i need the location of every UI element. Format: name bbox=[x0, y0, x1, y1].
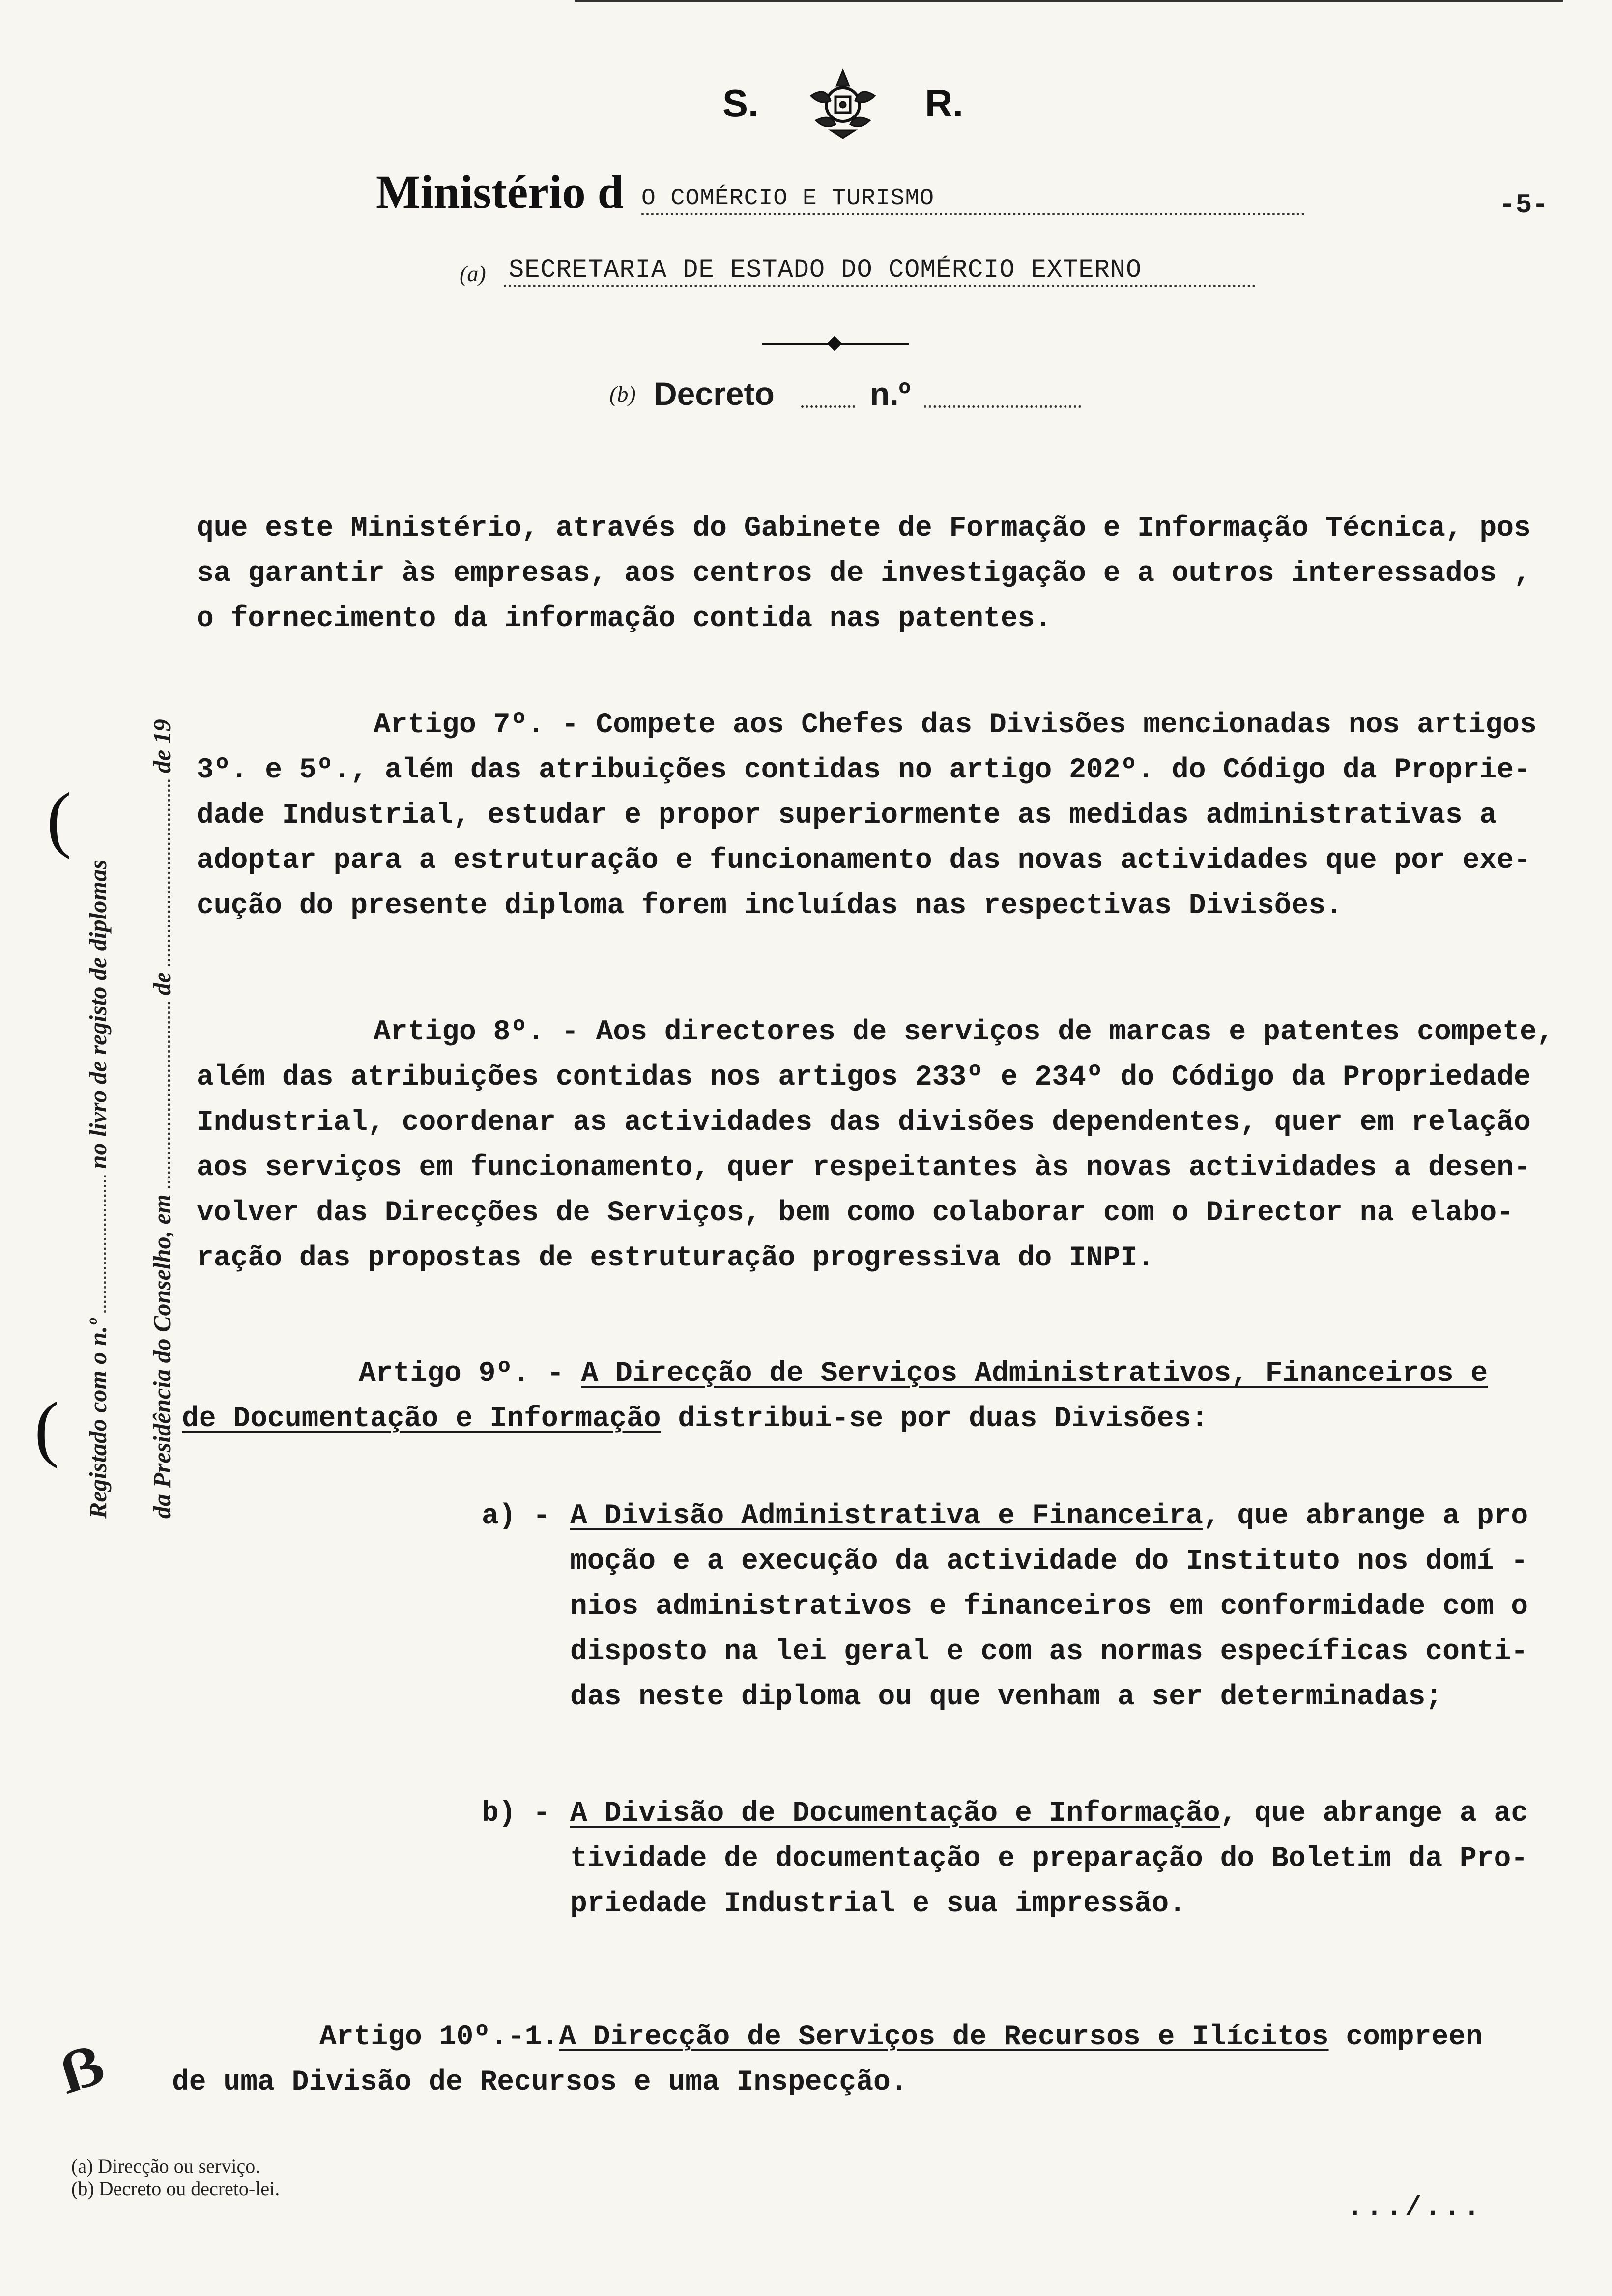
margin-registado-text bbox=[84, 541, 118, 1519]
text-line: além das atribuições contidas nos artigos 233º e 234º do Código da Propriedade bbox=[197, 1062, 1531, 1093]
text-line: 3º. e 5º., além das atribuições contidas no artigo 202º. do Código da Proprie- bbox=[197, 754, 1531, 786]
text-line: das neste diploma ou que venham a ser determinadas; bbox=[570, 1681, 1443, 1713]
text-line bbox=[182, 1397, 1597, 1442]
text-line: cução do presente diploma forem incluídas nas respectivas Divisões. bbox=[197, 890, 1343, 922]
text-line: de uma Divisão de Recursos e uma Inspecção. bbox=[172, 2066, 908, 2098]
footnote-b: (b) Decreto ou decreto-lei. bbox=[71, 2178, 280, 2200]
ministry-line bbox=[376, 165, 1310, 224]
page-number: -5- bbox=[1499, 189, 1549, 221]
presidencia-mid: de bbox=[148, 972, 175, 996]
ornament-divider bbox=[762, 337, 909, 351]
margin-column-registado bbox=[84, 541, 118, 1519]
text-line: nios administrativos e financeiros em conformidade com o bbox=[570, 1591, 1528, 1623]
presidencia-blank-2 bbox=[168, 779, 170, 966]
numero-label: n.º bbox=[870, 375, 911, 412]
item-b-paragraph bbox=[570, 1791, 1607, 1927]
decreto-blank bbox=[801, 405, 855, 408]
item-a-paragraph bbox=[570, 1494, 1607, 1720]
item-a-subject: A Divisão Administrativa e Financeira bbox=[570, 1500, 1203, 1532]
decreto-label: Decreto bbox=[654, 375, 775, 412]
artigo-9-paragraph bbox=[182, 1351, 1597, 1442]
text-line: o fornecimento da informação contida nas patentes. bbox=[197, 603, 1052, 635]
item-b-first-rest: , que abrange a ac bbox=[1220, 1798, 1528, 1830]
item-a-label: a) - bbox=[482, 1500, 550, 1532]
top-rule bbox=[575, 0, 1563, 2]
artigo-10-head: Artigo 10º.-1. bbox=[319, 2021, 559, 2053]
artigo-9-subject-2: de Documentação e Informação bbox=[182, 1403, 661, 1435]
item-a-first-rest: , que abrange a pro bbox=[1203, 1500, 1528, 1532]
letterhead-sr bbox=[722, 66, 963, 140]
artigo-9-subject-1: A Direcção de Serviços Administrativos, Financeiros e bbox=[581, 1358, 1488, 1390]
text-line: tividade de documentação e preparação do Boletim da Pro- bbox=[570, 1843, 1528, 1875]
letter-s: S. bbox=[722, 82, 759, 125]
numero-blank bbox=[924, 405, 1081, 408]
text-line: moção e a execução da actividade do Instituto nos domí - bbox=[570, 1546, 1528, 1578]
artigo-8-paragraph bbox=[197, 1010, 1592, 1281]
registado-blank bbox=[104, 1175, 106, 1313]
presidencia-suffix: de 19 bbox=[148, 719, 175, 774]
artigo-7-paragraph bbox=[197, 703, 1592, 929]
text-line: Artigo 7º. - Compete aos Chefes das Divisões mencionadas nos artigos bbox=[374, 709, 1537, 741]
ministry-name: O COMÉRCIO E TURISMO bbox=[641, 185, 1305, 215]
text-line bbox=[172, 2015, 1597, 2060]
text-line: priedade Industrial e sua impressão. bbox=[570, 1888, 1186, 1920]
registado-prefix: Registado com o n.º bbox=[84, 1319, 112, 1519]
secretaria-line bbox=[460, 256, 1310, 295]
presidencia-blank-1 bbox=[168, 1002, 170, 1188]
text-line: aos serviços em funcionamento, quer respeitantes às novas actividades a desen- bbox=[197, 1152, 1531, 1184]
continued-marker: .../... bbox=[1347, 2192, 1483, 2223]
diamond-icon bbox=[827, 336, 842, 351]
margin-presidencia-text bbox=[147, 541, 182, 1519]
text-line: Artigo 8º. - Aos directores de serviços de marcas e patentes compete, bbox=[374, 1016, 1554, 1048]
text-line: disposto na lei geral e com as normas específicas conti- bbox=[570, 1636, 1528, 1668]
artigo-9-head: Artigo 9º. - bbox=[359, 1358, 581, 1390]
margin-column-presidencia bbox=[147, 541, 182, 1519]
artigo-9-rest: distribui-se por duas Divisões: bbox=[661, 1403, 1209, 1435]
margin-bracket-bottom: ( bbox=[34, 1387, 59, 1469]
item-b-subject: A Divisão de Documentação e Informação bbox=[570, 1798, 1220, 1830]
secretaria-name: SECRETARIA DE ESTADO DO COMÉRCIO EXTERNO bbox=[504, 256, 1256, 287]
text-line bbox=[182, 1351, 1597, 1397]
text-line: volver das Direcções de Serviços, bem como colaborar com o Director na elabo- bbox=[197, 1197, 1514, 1229]
registado-suffix: no livro de registo de diplomas bbox=[84, 860, 112, 1169]
text-line: ração das propostas de estruturação progressiva do INPI. bbox=[197, 1242, 1155, 1274]
item-b-label: b) - bbox=[482, 1798, 550, 1830]
text-line: adoptar para a estruturação e funcionamento das novas actividades que por exe- bbox=[197, 845, 1531, 877]
ministry-title: Ministério d bbox=[376, 166, 624, 218]
letter-r: R. bbox=[925, 82, 963, 125]
text-line bbox=[570, 1494, 1607, 1539]
artigo-10-paragraph bbox=[172, 2015, 1597, 2105]
secretaria-marker: (a) bbox=[460, 261, 486, 286]
handwritten-mark: ẞ bbox=[50, 2030, 113, 2106]
intro-paragraph bbox=[197, 506, 1592, 642]
text-line bbox=[570, 1791, 1607, 1837]
presidencia-prefix: da Presidência do Conselho, em bbox=[148, 1194, 175, 1519]
footnote-a: (a) Direcção ou serviço. bbox=[71, 2155, 260, 2177]
text-line: que este Ministério, através do Gabinete de Formação e Informação Técnica, pos bbox=[197, 513, 1531, 545]
text-line: sa garantir às empresas, aos centros de investigação e a outros interessados , bbox=[197, 558, 1531, 590]
text-line: Industrial, coordenar as actividades das divisões dependentes, quer em relação bbox=[197, 1107, 1531, 1139]
artigo-10-subject: A Direcção de Serviços de Recursos e Ilícitos bbox=[559, 2021, 1329, 2053]
margin-bracket-top: ( bbox=[47, 778, 71, 860]
decreto-line bbox=[609, 371, 1081, 415]
coat-of-arms-icon bbox=[801, 66, 885, 140]
artigo-10-rest: compreen bbox=[1328, 2021, 1483, 2053]
text-line: dade Industrial, estudar e propor superiormente as medidas administrativas a bbox=[197, 800, 1497, 832]
decreto-marker: (b) bbox=[609, 381, 636, 406]
footnotes bbox=[71, 2155, 280, 2200]
